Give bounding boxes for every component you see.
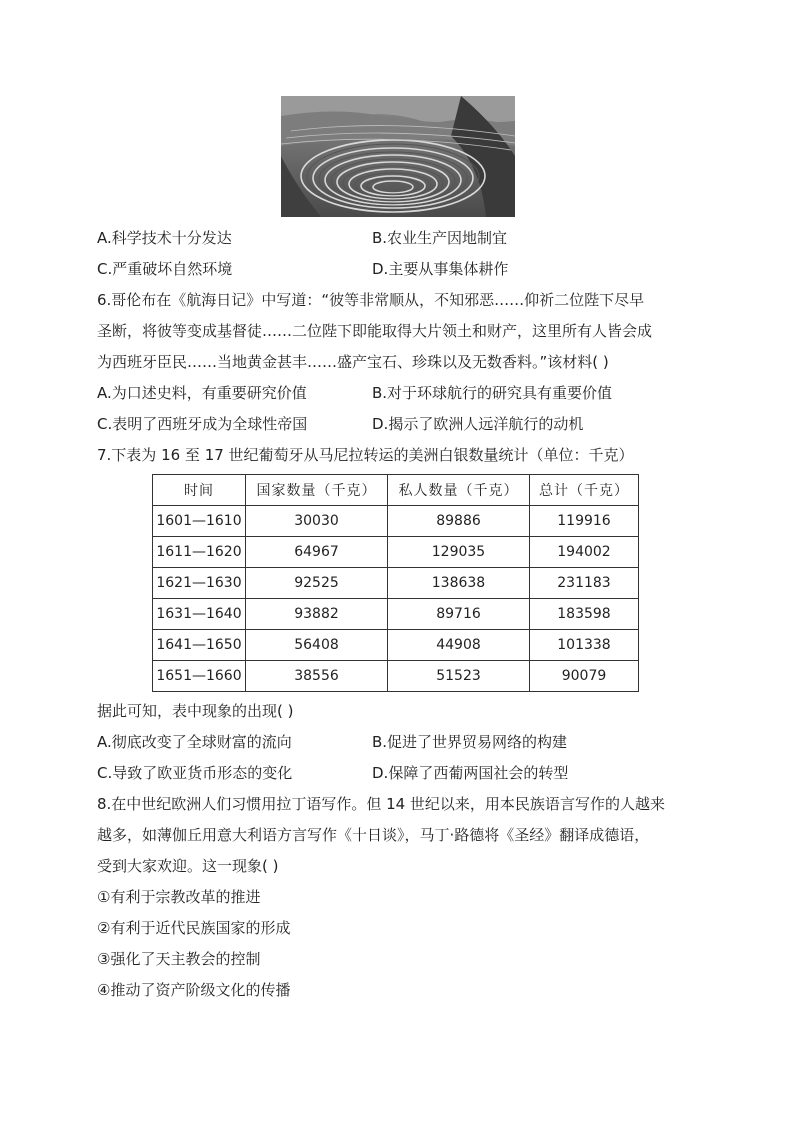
q6-option-a: A.为口述史料，有重要研究价值 [97, 384, 307, 402]
table-header-row [153, 475, 639, 506]
table-cell: 44908 [388, 630, 530, 661]
q7-option-d: D.保障了西葡两国社会的转型 [372, 764, 569, 782]
q8-item-4: ④推动了资产阶级文化的传播 [97, 981, 291, 999]
table-row [153, 506, 639, 537]
q8-item-2: ②有利于近代民族国家的形成 [97, 919, 291, 937]
q5-option-c: C.严重破坏自然环境 [97, 260, 233, 278]
table-cell: 1631—1640 [153, 599, 246, 630]
q5-option-d: D.主要从事集体耕作 [372, 260, 509, 278]
q6-stem-line-3: 为西班牙臣民……当地黄金甚丰……盛产宝石、珍珠以及无数香料。”该材料( ) [97, 353, 609, 371]
q6-option-c: C.表明了西班牙成为全球性帝国 [97, 415, 308, 433]
silver-table [152, 474, 639, 692]
table-cell: 1601—1610 [153, 506, 246, 537]
table-row [153, 568, 639, 599]
table-cell: 90079 [530, 661, 639, 692]
table-cell: 101338 [530, 630, 639, 661]
table-cell: 1641—1650 [153, 630, 246, 661]
table-cell: 89716 [388, 599, 530, 630]
table-cell: 231183 [530, 568, 639, 599]
q6-stem-line-1: 6.哥伦布在《航海日记》中写道：“彼等非常顺从，不知邪恶……仰祈二位陛下尽早 [97, 291, 645, 309]
table-cell: 38556 [246, 661, 388, 692]
q7-option-c: C.导致了欧亚货币形态的变化 [97, 764, 293, 782]
table-cell: 119916 [530, 506, 639, 537]
table-cell: 92525 [246, 568, 388, 599]
q6-option-d: D.揭示了欧洲人远洋航行的动机 [372, 415, 584, 433]
table-cell: 93882 [246, 599, 388, 630]
table-header-cell: 时间 [153, 475, 246, 506]
table-header-cell: 私人数量（千克） [388, 475, 530, 506]
q5-option-a: A.科学技术十分发达 [97, 229, 232, 247]
q7-option-a: A.彻底改变了全球财富的流向 [97, 733, 292, 751]
table-cell: 194002 [530, 537, 639, 568]
table-cell: 1651—1660 [153, 661, 246, 692]
table-row [153, 599, 639, 630]
table-cell: 1621—1630 [153, 568, 246, 599]
table-cell: 183598 [530, 599, 639, 630]
q7-stem: 7.下表为 16 至 17 世纪葡萄牙从马尼拉转运的美洲白银数量统计（单位：千克） [97, 446, 634, 464]
table-cell: 138638 [388, 568, 530, 599]
table-header-cell: 国家数量（千克） [246, 475, 388, 506]
q6-option-b: B.对于环球航行的研究具有重要价值 [372, 384, 613, 402]
table-cell: 56408 [246, 630, 388, 661]
q8-item-3: ③强化了天主教会的控制 [97, 950, 261, 968]
table-cell: 64967 [246, 537, 388, 568]
q8-stem-line-3: 受到大家欢迎。这一现象( ) [97, 857, 279, 875]
q7-question: 据此可知，表中现象的出现( ) [97, 702, 294, 720]
terrace-illustration [281, 96, 515, 217]
table-row [153, 537, 639, 568]
table-header-cell: 总计（千克） [530, 475, 639, 506]
q6-stem-line-2: 圣断，将彼等变成基督徒……二位陛下即能取得大片领土和财产，这里所有人皆会成 [97, 322, 653, 340]
q8-item-1: ①有利于宗教改革的推进 [97, 888, 261, 906]
table-row [153, 630, 639, 661]
table-cell: 89886 [388, 506, 530, 537]
table-cell: 51523 [388, 661, 530, 692]
table-cell: 129035 [388, 537, 530, 568]
q8-stem-line-1: 8.在中世纪欧洲人们习惯用拉丁语写作。但 14 世纪以来，用本民族语言写作的人越来 [97, 795, 665, 813]
table-cell: 1611—1620 [153, 537, 246, 568]
q8-stem-line-2: 越多，如薄伽丘用意大利语方言写作《十日谈》，马丁·路德将《圣经》翻译成德语， [97, 826, 650, 844]
q5-option-b: B.农业生产因地制宜 [372, 229, 508, 247]
table-cell: 30030 [246, 506, 388, 537]
q7-option-b: B.促进了世界贸易网络的构建 [372, 733, 568, 751]
table-row [153, 661, 639, 692]
terrace-photo [281, 96, 515, 217]
